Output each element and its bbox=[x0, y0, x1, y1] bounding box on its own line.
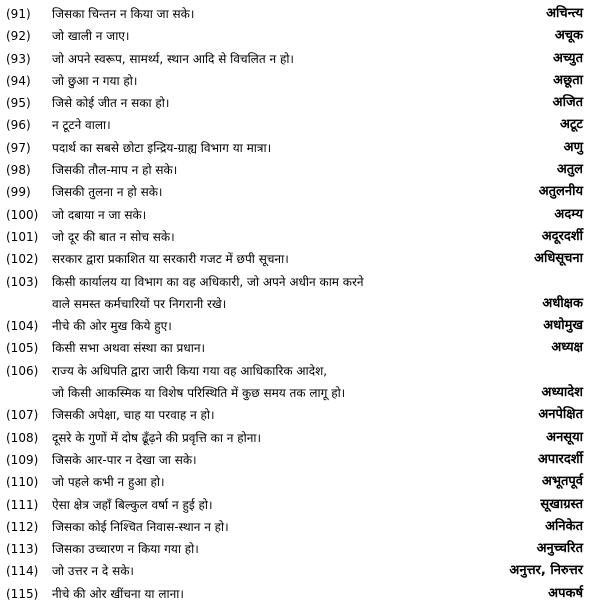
definition-line: जो उत्तर न दे सके। bbox=[52, 564, 134, 579]
entry-number: (93) bbox=[6, 51, 31, 66]
entry-word: अपकर्ष bbox=[548, 585, 583, 601]
list-item bbox=[6, 3, 583, 25]
definition-line: जो पहले कभी न हुआ हो। bbox=[52, 475, 165, 490]
definition-line: जो छुआ न गया हो। bbox=[52, 73, 138, 88]
definition-line: जिसे कोई जीत न सका हो। bbox=[52, 96, 170, 111]
definition-line: जो खाली न जाए। bbox=[52, 29, 130, 44]
entry-definition bbox=[52, 114, 554, 136]
definition-line: जिसका चिन्तन न किया जा सके। bbox=[52, 7, 195, 21]
list-item bbox=[6, 25, 583, 47]
entry-word: अधिसूचना bbox=[534, 251, 583, 267]
entry-word: अनुत्तर, निरुत्तर bbox=[509, 563, 583, 579]
entry-definition bbox=[52, 92, 547, 114]
definition-line: जिसका उच्चारण न किया गया हो। bbox=[52, 542, 199, 557]
entry-number: (109) bbox=[6, 452, 39, 467]
entry-number: (91) bbox=[6, 7, 31, 21]
entry-number: (114) bbox=[6, 564, 39, 579]
entry-number: (110) bbox=[6, 475, 39, 490]
entry-definition bbox=[52, 25, 549, 47]
entry-number: (100) bbox=[6, 207, 39, 222]
entry-number: (103) bbox=[6, 274, 39, 289]
definition-line: न टूटने वाला। bbox=[52, 118, 111, 133]
entry-word: अनिकेत bbox=[545, 518, 583, 534]
entry-number: (98) bbox=[6, 163, 31, 178]
entry-word: अधीक्षक bbox=[542, 295, 583, 311]
definition-line: ऐसा क्षेत्र जहाँ बिल्कुल वर्षा न हुई हो। bbox=[52, 497, 213, 512]
entry-definition bbox=[52, 271, 536, 316]
entry-word: अतुल bbox=[556, 162, 583, 178]
entry-definition bbox=[52, 248, 528, 270]
entry-number: (92) bbox=[6, 29, 31, 44]
entry-definition bbox=[52, 226, 536, 248]
list-item bbox=[6, 516, 583, 538]
entry-definition bbox=[52, 204, 548, 226]
definition-line: दूसरे के गुणों में दोष ढूँढ़ने की प्रवृत्ति का न होना। bbox=[52, 430, 262, 445]
entry-definition bbox=[52, 337, 545, 359]
entry-word: अजित bbox=[552, 95, 583, 111]
list-item bbox=[6, 315, 583, 337]
definition-line: जिसके आर-पार न देखा जा सके। bbox=[52, 452, 197, 467]
entry-word: अभूतपूर्व bbox=[541, 474, 583, 490]
list-item bbox=[6, 159, 583, 181]
entry-number: (104) bbox=[6, 319, 39, 334]
entry-number: (101) bbox=[6, 229, 39, 244]
entry-word: अध्यक्ष bbox=[551, 340, 583, 356]
entry-number: (96) bbox=[6, 118, 31, 133]
list-item bbox=[6, 494, 583, 516]
definition-line: वाले समस्त कर्मचारियों पर निगरानी रखे। bbox=[52, 296, 227, 311]
entry-word: अणु bbox=[563, 139, 583, 155]
entry-definition bbox=[52, 360, 536, 405]
entry-definition bbox=[52, 449, 532, 471]
entry-number: (99) bbox=[6, 185, 31, 200]
entry-list bbox=[6, 3, 583, 605]
definition-line: किसी सभा अथवा संस्था का प्रधान। bbox=[52, 341, 206, 356]
entry-definition bbox=[52, 583, 542, 605]
entry-word: अध्यादेश bbox=[541, 385, 583, 401]
entry-definition bbox=[52, 181, 533, 203]
list-item bbox=[6, 248, 583, 270]
definition-line: जिसकी अपेक्षा, चाह या परवाह न हो। bbox=[52, 408, 215, 423]
list-item bbox=[6, 70, 583, 92]
entry-definition bbox=[52, 70, 547, 92]
entry-word: सूखाग्रस्त bbox=[540, 496, 583, 512]
definition-line: जो अपने स्वरूप, सामर्थ्य, स्थान आदि से विचलित न हो। bbox=[52, 51, 294, 66]
entry-word: अचिन्त्य bbox=[546, 6, 583, 21]
list-item bbox=[6, 114, 583, 136]
entry-word: अटूट bbox=[559, 117, 583, 133]
entry-number: (113) bbox=[6, 542, 39, 557]
list-item bbox=[6, 360, 583, 405]
definition-line: जो किसी आकस्मिक या विशेष परिस्थिति में कुछ समय तक लागू हो। bbox=[52, 386, 346, 401]
list-item bbox=[6, 583, 583, 605]
entry-definition bbox=[52, 48, 547, 70]
entry-definition bbox=[52, 404, 532, 426]
entry-definition bbox=[52, 494, 534, 516]
entry-definition bbox=[52, 471, 536, 493]
list-item bbox=[6, 204, 583, 226]
definition-line: पदार्थ का सबसे छोटा इन्द्रिय-ग्राह्य विभाग या मात्रा। bbox=[52, 140, 272, 155]
list-item bbox=[6, 337, 583, 359]
definition-line: सरकार द्वारा प्रकाशित या सरकारी गजट में छपी सूचना। bbox=[52, 252, 289, 267]
list-item bbox=[6, 137, 583, 159]
list-item bbox=[6, 471, 583, 493]
list-item bbox=[6, 271, 583, 316]
entry-word: अनपेक्षित bbox=[538, 407, 583, 423]
entry-number: (107) bbox=[6, 408, 39, 423]
entry-number: (115) bbox=[6, 586, 39, 601]
list-item bbox=[6, 404, 583, 426]
entry-number: (102) bbox=[6, 252, 39, 267]
entry-number: (105) bbox=[6, 341, 39, 356]
list-item bbox=[6, 560, 583, 582]
list-item bbox=[6, 48, 583, 70]
entry-definition bbox=[52, 159, 551, 181]
entry-number: (106) bbox=[6, 363, 39, 378]
list-item bbox=[6, 92, 583, 114]
list-item bbox=[6, 427, 583, 449]
entry-word: अदम्य bbox=[554, 206, 583, 222]
entry-word: अपारदर्शी bbox=[537, 451, 583, 467]
entry-word: अचूक bbox=[554, 28, 583, 44]
definition-line: राज्य के अधिपति द्वारा जारी किया गया वह आधिकारिक आदेश, bbox=[52, 363, 328, 378]
entry-number: (111) bbox=[6, 497, 39, 512]
list-item bbox=[6, 449, 583, 471]
definition-line: जिसकी तुलना न हो सके। bbox=[52, 185, 163, 200]
definition-line: जो दूर की बात न सोच सके। bbox=[52, 229, 175, 244]
entry-number: (97) bbox=[6, 140, 31, 155]
entry-word: अच्युत bbox=[552, 50, 583, 66]
entry-number: (94) bbox=[6, 73, 31, 88]
entry-definition bbox=[52, 560, 503, 582]
list-item bbox=[6, 538, 583, 560]
entry-word: अधोमुख bbox=[543, 318, 583, 334]
entry-word: अतुलनीय bbox=[538, 184, 583, 200]
entry-word: अछूता bbox=[553, 72, 583, 88]
entry-definition bbox=[52, 3, 540, 25]
entry-number: (112) bbox=[6, 519, 39, 534]
definition-line: नीचे की ओर खींचना या लाना। bbox=[52, 586, 184, 601]
entry-definition bbox=[52, 538, 531, 560]
entry-number: (108) bbox=[6, 430, 39, 445]
list-item bbox=[6, 181, 583, 203]
entry-definition bbox=[52, 315, 537, 337]
entry-number: (95) bbox=[6, 96, 31, 111]
definition-line: जिसकी तौल-माप न हो सके। bbox=[52, 163, 178, 178]
definition-line: किसी कार्यालय या विभाग का वह अधिकारी, जो अपने अधीन काम करने bbox=[52, 274, 364, 289]
list-item bbox=[6, 226, 583, 248]
entry-definition bbox=[52, 137, 558, 159]
entry-word: अनसूया bbox=[546, 429, 583, 445]
entry-word: अनुच्चरित bbox=[536, 541, 583, 557]
definition-line: जो दबाया न जा सके। bbox=[52, 207, 147, 222]
entry-definition bbox=[52, 427, 540, 449]
entry-definition bbox=[52, 516, 539, 538]
definition-line: नीचे की ओर मुख किये हुए। bbox=[52, 319, 172, 334]
definition-line: जिसका कोई निश्चित निवास-स्थान न हो। bbox=[52, 519, 229, 534]
entry-word: अदूरदर्शी bbox=[541, 228, 583, 244]
